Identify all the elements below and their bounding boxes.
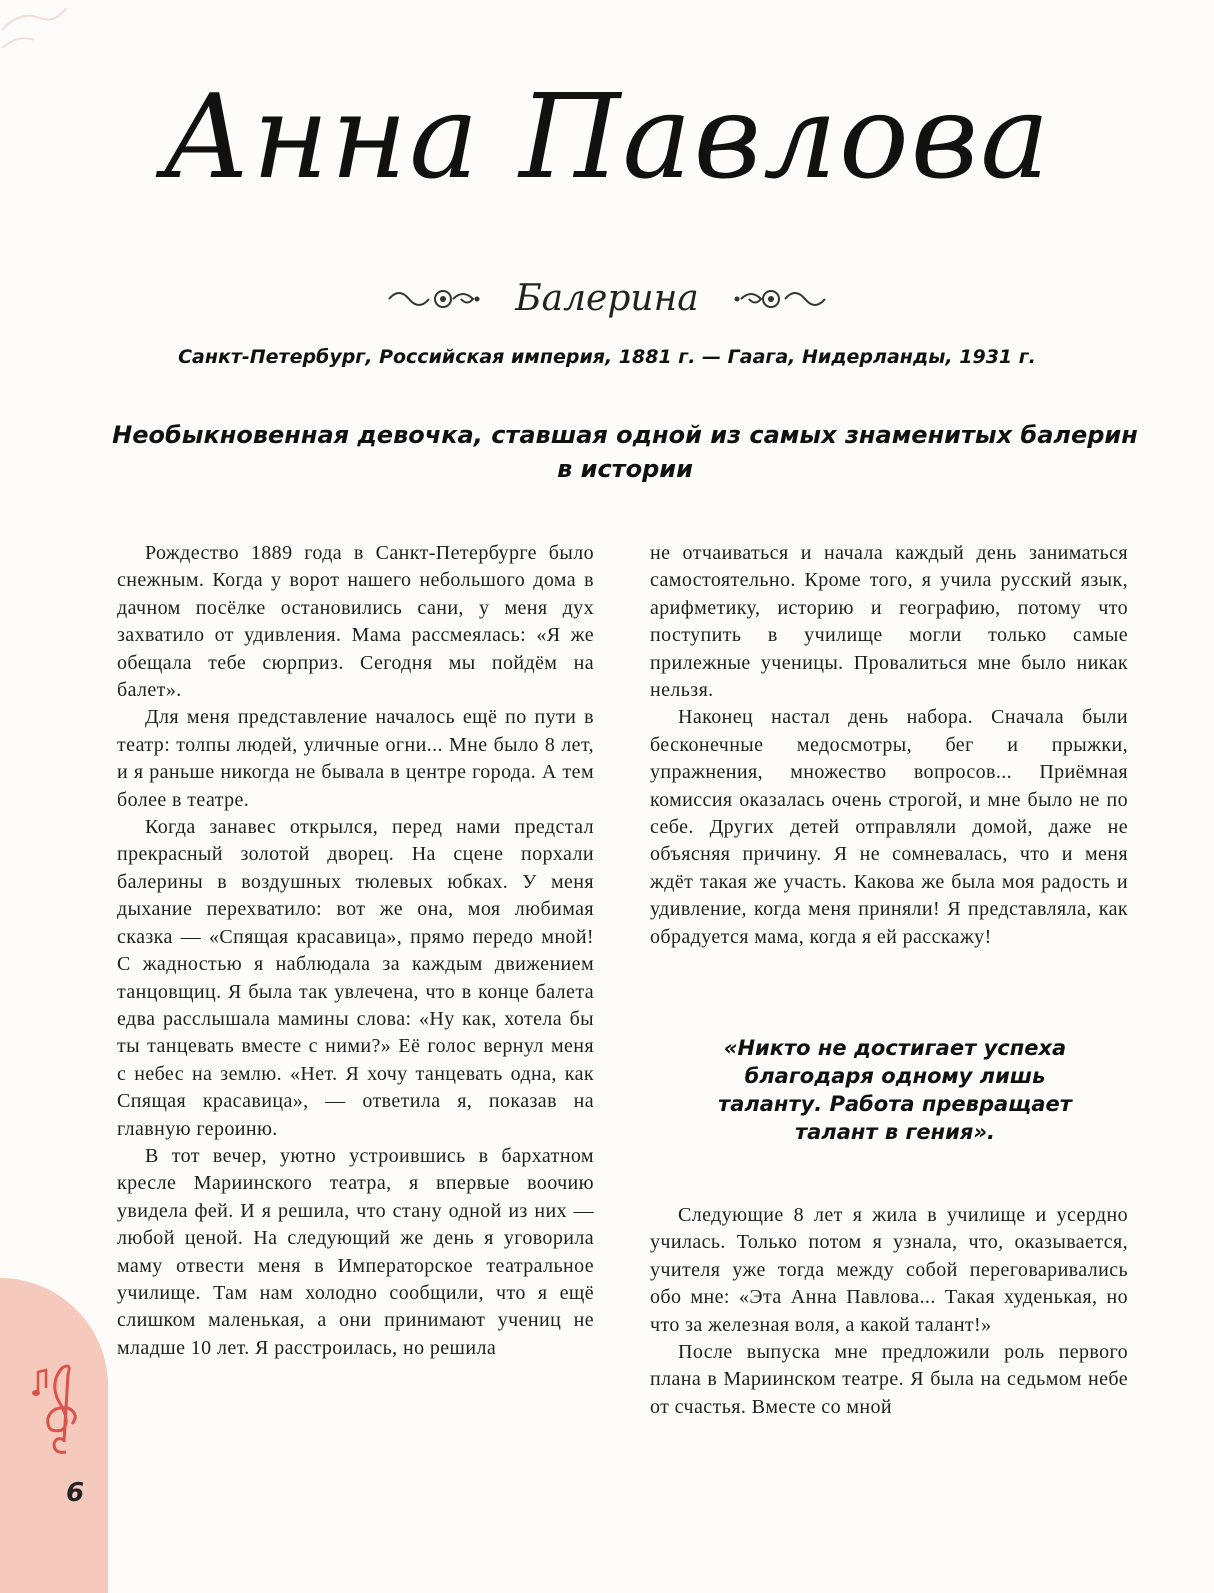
left-column <box>117 540 594 1362</box>
right-column-bottom <box>650 1202 1128 1421</box>
lead-heading: Необыкновенная девочка, ставшая одной из самых знаменитых балерин в истории <box>112 421 1138 483</box>
paragraph: Когда занавес открылся, перед нами предстал прекрасный золотой дворец. На сцене порхали балерины в воздушных тюлевых юбках. У меня дыхание перехватило: вот же она, моя любимая сказка — «Спящая красавица», прямо передо мной! С жадностью я наблюдала за каждым движением танцовщиц. Я была так увлечена, что в конце балета едва расслышала мамины слова: «Ну как, хотела бы ты танцевать вместе с ними?» Её голос вернул меня с небес на землю. «Нет. Я хочу танцевать одна, как Спящая красавица», — ответила я, показав на главную героиню. <box>117 816 594 1140</box>
pull-quote: «Никто не достигает успеха благодаря одному лишь таланту. Работа превращает талант в гения». <box>718 1036 1072 1144</box>
ornament-left-icon <box>385 284 481 314</box>
paragraph: Для меня представление началось ещё по пути в театр: толпы людей, уличные огни... Мне было 8 лет, и я раньше никогда не бывала в центре города. А тем более в театре. <box>117 706 594 811</box>
subtitle: Балерина <box>515 278 699 319</box>
paragraph: В тот вечер, уютно устроившись в бархатном кресле Мариинского театра, я впервые воочию увидела фей. И я решила, что стану одной из них — любой ценой. На следующий же день я уговорила маму отвести меня в Императорское театральное училище. Там нам холодно сообщили, что я ещё слишком маленькая, а они принимают учениц не младше 10 лет. Я расстроилась, но решила <box>117 1144 594 1359</box>
life-dates: Санкт-Петербург, Российская империя, 1881 г. — Гаага, Нидерланды, 1931 г. <box>178 346 1036 368</box>
ornament-right-icon <box>733 284 829 314</box>
paragraph: не отчаиваться и начала каждый день заниматься самостоятельно. Кроме того, я учила русский язык, арифметику, историю и географию, потому что поступить в училище могли только самые прилежные ученицы. Провалиться мне было никак нельзя. <box>650 542 1128 702</box>
paragraph: Наконец настал день набора. Сначала были бесконечные медосмотры, бег и прыжки, упражнения, множество вопросов... Приёмная комиссия оказалась очень строгой, и мне было не по себе. Других детей отправляли домой, даже не объясняя причину. Я не сомневалась, что и меня ждёт такая же участь. Какова же была моя радость и удивление, когда меня приняли! Я представляла, как обрадуется мама, когда я ей расскажу! <box>650 706 1128 948</box>
page-title: Анна Павлова <box>162 70 1052 205</box>
treble-clef-icon <box>32 1362 88 1458</box>
right-column-top <box>650 540 1128 951</box>
paragraph: После выпуска мне предложили роль первого плана в Мариинском театре. Я была на седьмом небе от счастья. Вместе со мной <box>650 1341 1128 1418</box>
paragraph: Следующие 8 лет я жила в училище и усердно училась. Только потом я узнала, что, оказывается, учителя уже тогда между собой переговаривались обо мне: «Эта Анна Павлова... Такая худенькая, но что за железная воля, а какой талант!» <box>650 1204 1128 1336</box>
subtitle-row <box>0 278 1214 319</box>
paragraph: Рождество 1889 года в Санкт-Петербурге было снежным. Когда у ворот нашего небольшого дома в дачном посёлке остановились сани, у меня дух захватило от удивления. Мама рассмеялась: «Я же обещала тебе сюрприз. Сегодня мы пойдём на балет». <box>117 542 594 702</box>
corner-decoration-icon <box>0 0 70 60</box>
page-number: 6 <box>66 1478 85 1508</box>
